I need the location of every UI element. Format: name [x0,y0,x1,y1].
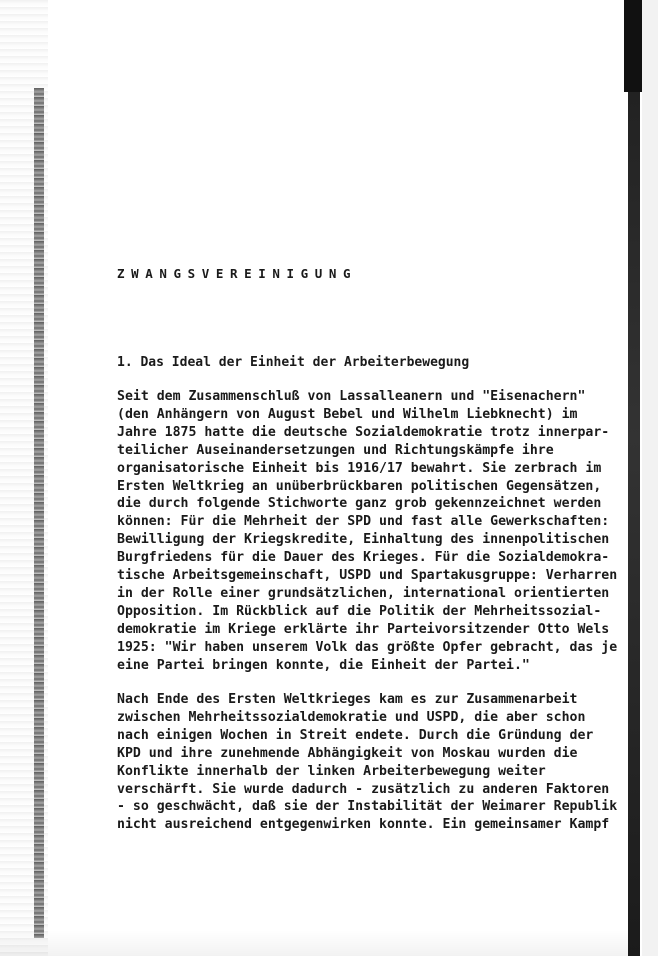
paragraph-2 [117,691,617,834]
scan-binding-shadow [34,88,44,938]
scan-edge-bottom [0,930,628,956]
page-title: ZWANGSVEREINIGUNG [117,266,358,281]
text-line: Konflikte innerhalb der linken Arbeiterbewegung weiter [117,763,546,779]
text-line: KPD und ihre zunehmende Abhängigkeit von Moskau wurden die [117,745,578,761]
text-line: die durch folgende Stichworte ganz grob gekennzeichnet werden [117,496,602,512]
text-line: Ersten Weltkrieg an unüberbrückbaren politischen Gegensätzen, [117,478,602,494]
text-line: verschärft. Sie wurde dadurch - zusätzlich zu anderen Faktoren [117,781,610,797]
text-line: - so geschwächt, daß sie der Instabilität der Weimarer Republik [117,799,618,815]
text-line: 1925: "Wir haben unserem Volk das größte Opfer gebracht, das je [117,639,618,655]
text-line: tische Arbeitsgemeinschaft, USPD und Spartakusgruppe: Verharren [117,568,618,584]
scan-edge-right [628,92,640,956]
text-line: demokratie im Kriege erklärte ihr Parteivorsitzender Otto Wels [117,621,610,637]
text-line: Burgfriedens für die Dauer des Krieges. Für die Sozialdemokra- [117,550,610,566]
scan-edge-top-right [624,0,642,92]
text-line: in der Rolle einer grundsätzlichen, international orientierten [117,585,610,601]
text-line: Jahre 1875 hatte die deutsche Sozialdemokratie trotz innerpar- [117,424,610,440]
text-line: organisatorische Einheit bis 1916/17 bewahrt. Sie zerbrach im [117,460,602,476]
text-line: Bewilligung der Kriegskredite, Einhaltung des innenpolitischen [117,532,610,548]
text-line: Seit dem Zusammenschluß von Lassalleanern und "Eisenachern" [117,389,586,404]
text-line: teilicher Auseinandersetzungen und Richtungskämpfe ihre [117,442,554,458]
text-line: eine Partei bringen konnte, die Einheit der Partei." [117,657,530,673]
text-line: zwischen Mehrheitssozialdemokratie und USPD, die aber schon [117,709,586,725]
text-line: können: Für die Mehrheit der SPD und fast alle Gewerkschaften: [117,514,610,530]
text-line: Nach Ende des Ersten Weltkrieges kam es zur Zusammenarbeit [117,692,578,707]
text-line: nicht ausreichend entgegenwirken konnte. Ein gemeinsamer Kampf [117,817,610,833]
scan-margin-right [642,0,658,956]
paragraph-1 [117,388,617,675]
text-line: nach einigen Wochen in Streit endete. Durch die Gründung der [117,727,594,743]
text-line: Opposition. Im Rückblick auf die Politik der Mehrheitssozial- [117,603,602,619]
text-line: (den Anhängern von August Bebel und Wilhelm Liebknecht) im [117,406,578,422]
section-heading: 1. Das Ideal der Einheit der Arbeiterbewegung [117,355,470,370]
